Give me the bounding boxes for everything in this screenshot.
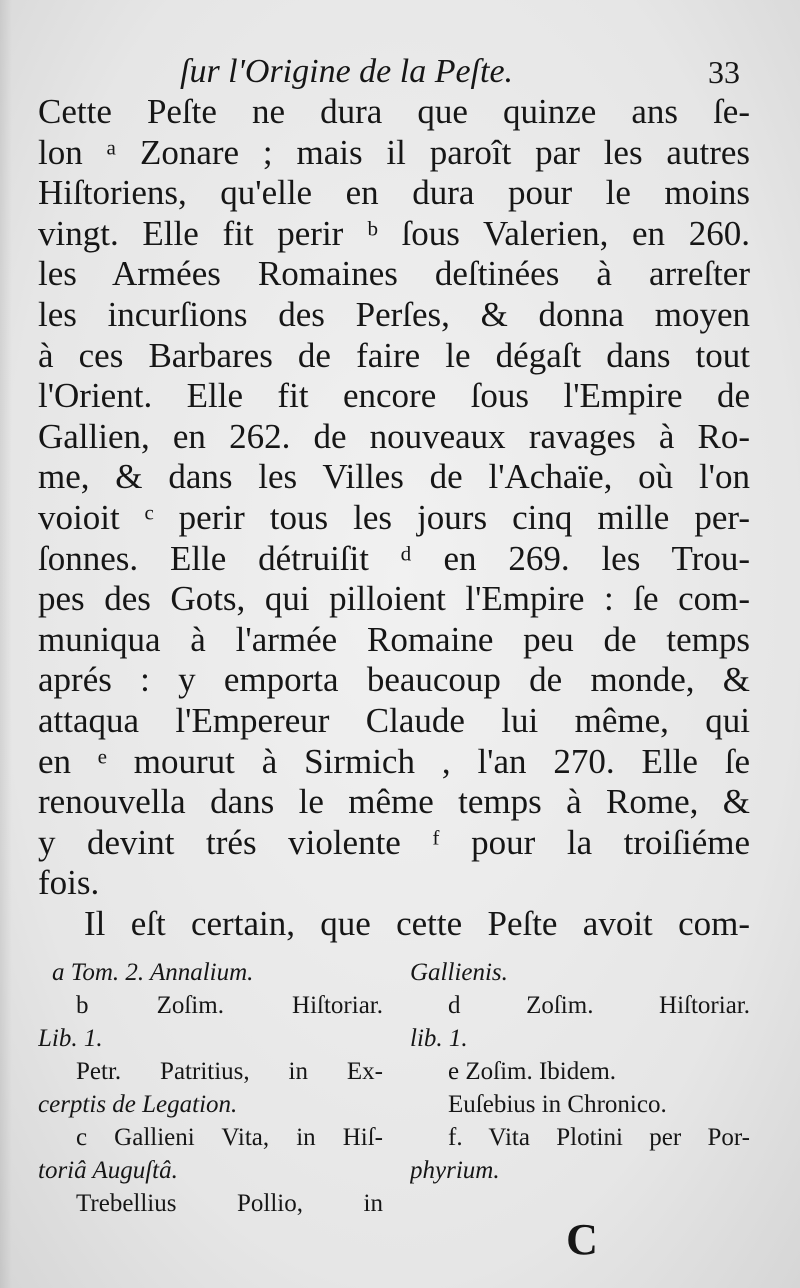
text-line: l'Orient. Elle fit encore ſous l'Empire de: [38, 376, 750, 416]
text-line: me, & dans les Villes de l'Achaïe, où l'on: [38, 457, 750, 497]
text-line: attaqua l'Empereur Claude lui même, qui: [38, 700, 750, 740]
text-line: pes des Gots, qui pilloient l'Empire : ſe com-: [38, 579, 750, 619]
footnote-line: e Zoſim. Ibidem.: [448, 1058, 617, 1085]
text-line: voioit ᶜ perir tous les jours cinq mille per-: [38, 497, 750, 537]
text-line: ſonnes. Elle détruiſit ᵈ en 269. les Trou-: [38, 538, 750, 578]
text-line: aprés : y emporta beaucoup de monde, &: [38, 660, 750, 700]
footnote-line: cerptis de Legation.: [38, 1091, 238, 1118]
footnote-line: Euſebius in Chronico.: [448, 1091, 667, 1118]
footnote-line: c Gallieni Vita, in Hiſ-: [76, 1124, 383, 1151]
page-number: 33: [708, 54, 740, 90]
main-text: [38, 92, 750, 944]
footnote-line: f. Vita Plotini per Por-: [448, 1124, 750, 1151]
text-line: Gallien, en 262. de nouveaux ravages à Ro-: [38, 416, 750, 456]
page-gutter-shadow: [0, 0, 12, 1288]
text-line: vingt. Elle fit perir ᵇ ſous Valerien, en 260.: [38, 213, 750, 253]
text-line: Il eſt certain, que cette Peſte avoit com-: [84, 903, 750, 943]
footnote-line: Petr. Patritius, in Ex-: [76, 1058, 383, 1085]
footnote-column-right: [410, 956, 750, 1187]
footnotes: [38, 956, 750, 1216]
footnote-line: toriâ Auguſtâ.: [38, 1157, 178, 1184]
text-line: à ces Barbares de faire le dégaſt dans tout: [38, 335, 750, 375]
text-line: Hiſtoriens, qu'elle en dura pour le moins: [38, 173, 750, 213]
running-header: [180, 52, 740, 92]
footnote-line: d Zoſim. Hiſtoriar.: [448, 992, 750, 1019]
text-line: y devint trés violente ᶠ pour la troiſiéme: [38, 822, 750, 862]
text-line: renouvella dans le même temps à Rome, &: [38, 782, 750, 822]
text-line: muniqua à l'armée Romaine peu de temps: [38, 619, 750, 659]
footnote-line: Lib. 1.: [38, 1025, 103, 1052]
footnote-line: Trebellius Pollio, in: [76, 1190, 383, 1217]
text-line: fois.: [38, 863, 100, 903]
text-line: en ᵉ mourut à Sirmich , l'an 270. Elle ſe: [38, 741, 750, 781]
running-title: ſur l'Origine de la Peſte.: [180, 53, 514, 90]
footnote-line: phyrium.: [410, 1157, 500, 1184]
footnote-line: lib. 1.: [410, 1025, 468, 1052]
footnote-line: Gallienis.: [410, 959, 508, 986]
text-line: lon ᵃ Zonare ; mais il paroît par les autres: [38, 132, 750, 172]
text-line: les incurſions des Perſes, & donna moyen: [38, 294, 750, 334]
signature-mark: C: [566, 1215, 598, 1264]
footnote-line: b Zoſim. Hiſtoriar.: [76, 992, 383, 1019]
text-line: Cette Peſte ne dura que quinze ans ſe-: [38, 92, 750, 131]
text-line: les Armées Romaines deſtinées à arreſter: [38, 254, 750, 294]
footnote-column-left: [38, 956, 383, 1220]
footnote-line: a Tom. 2. Annalium.: [52, 959, 254, 986]
